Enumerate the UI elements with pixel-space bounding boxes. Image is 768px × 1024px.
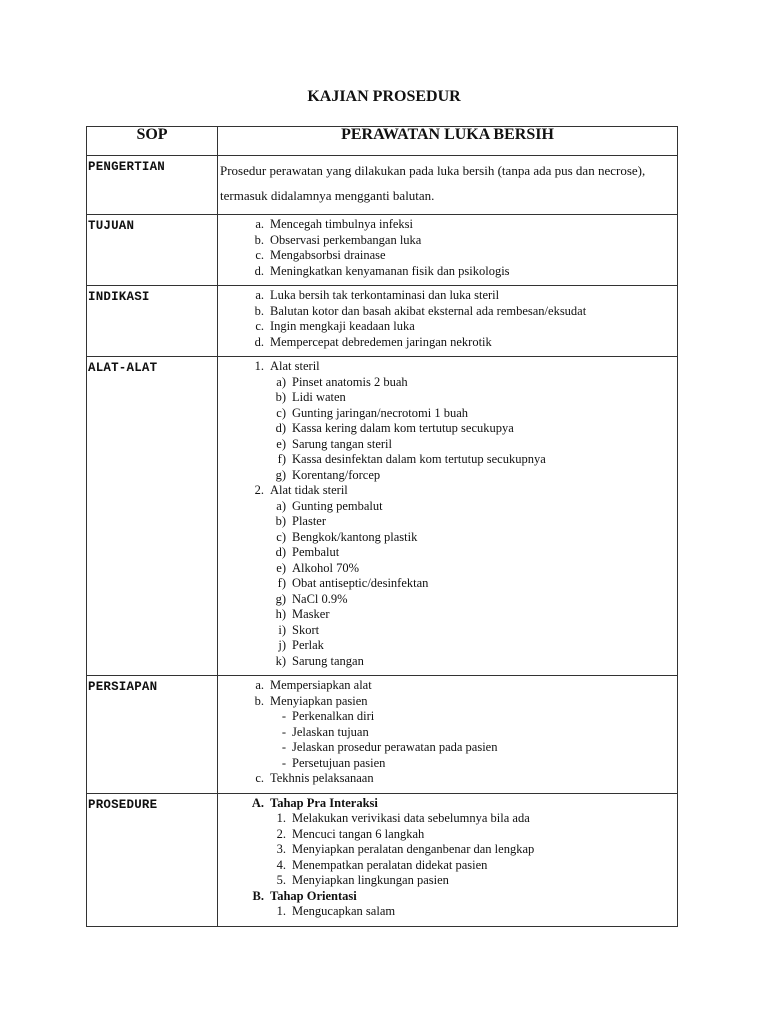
list-item: c) Bengkok/kantong plastik xyxy=(276,529,418,544)
pengertian-text: Prosedur perawatan yang dilakukan pada luka bersih (tanpa ada pus dan necrose), termasuk didalamnya mengganti balutan. xyxy=(218,156,678,215)
list-item: 1. Mengucapkan salam xyxy=(276,904,396,918)
list-item: b. Menyiapkan pasien xyxy=(254,693,368,708)
list-item: 3. Menyiapkan peralatan denganbenar dan lengkap xyxy=(276,842,535,856)
row-pengertian xyxy=(87,156,678,215)
list-item: 5. Menyiapkan lingkungan pasien xyxy=(276,873,449,887)
list-item: a) Gunting pembalut xyxy=(276,498,383,513)
row-prosedure xyxy=(87,793,678,926)
list-item: 4. Menempatkan peralatan didekat pasien xyxy=(276,857,488,872)
list-item: c. Tekhnis pelaksanaan xyxy=(255,771,374,785)
row-indikasi xyxy=(87,286,678,357)
label-tujuan: TUJUAN xyxy=(87,215,218,286)
list-item: b) Plaster xyxy=(275,514,327,528)
header-procedure-name: PERAWATAN LUKA BERSIH xyxy=(218,127,678,156)
list-item: - Persetujuan pasien xyxy=(281,755,386,770)
label-alat: ALAT-ALAT xyxy=(87,357,218,676)
list-item: g) NaCl 0.9% xyxy=(275,591,348,606)
list-item: d) Pembalut xyxy=(275,545,340,559)
list-item: a. Luka bersih tak terkontaminasi dan luka steril xyxy=(255,288,500,302)
table-header-row xyxy=(87,127,678,156)
list-item: f) Obat antiseptic/desinfektan xyxy=(277,576,429,590)
list-item: f) Kassa desinfektan dalam kom tertutup secukupnya xyxy=(277,452,546,466)
list-item: d. Meningkatkan kenyamanan fisik dan psikologis xyxy=(254,263,510,278)
list-item: b) Lidi waten xyxy=(275,390,346,404)
list-item: h) Masker xyxy=(275,607,330,621)
label-indikasi: INDIKASI xyxy=(87,286,218,357)
list-item: 1. Melakukan verivikasi data sebelumnya bila ada xyxy=(276,811,530,825)
list-item: c. Mengabsorbsi drainase xyxy=(255,248,386,262)
list-item: e) Sarung tangan steril xyxy=(276,436,392,451)
sop-table xyxy=(86,126,678,927)
list-item: j) Perlak xyxy=(278,638,324,652)
list-item: 2. Mencuci tangan 6 langkah xyxy=(276,826,425,841)
row-persiapan xyxy=(87,676,678,794)
list-item: a) Pinset anatomis 2 buah xyxy=(276,374,408,389)
list-item: i) Skort xyxy=(278,622,320,637)
list-item: k) Sarung tangan xyxy=(275,653,364,668)
label-persiapan: PERSIAPAN xyxy=(87,676,218,794)
list-item: c) Gunting jaringan/necrotomi 1 buah xyxy=(276,405,469,420)
tujuan-list xyxy=(218,215,678,286)
row-alat xyxy=(87,357,678,676)
list-item: - Perkenalkan diri xyxy=(281,709,375,723)
list-item: b. Observasi perkembangan luka xyxy=(254,232,422,247)
label-pengertian: PENGERTIAN xyxy=(87,156,218,215)
prosedure-list xyxy=(218,793,678,926)
page-title: KAJIAN PROSEDUR xyxy=(307,88,461,105)
list-item: b. Balutan kotor dan basah akibat eksternal ada rembesan/eksudat xyxy=(254,303,587,318)
list-item: g) Korentang/forcep xyxy=(275,467,381,482)
header-sop: SOP xyxy=(87,127,218,156)
list-item: 1. Alat steril xyxy=(254,359,320,373)
list-item: e) Alkohol 70% xyxy=(276,560,360,575)
list-item: c. Ingin mengkaji keadaan luka xyxy=(255,319,415,333)
persiapan-list xyxy=(218,676,678,794)
list-item: a. Mempersiapkan alat xyxy=(255,678,372,692)
row-tujuan xyxy=(87,215,678,286)
list-item: - Jelaskan prosedur perawatan pada pasien xyxy=(281,740,498,754)
list-item: 2. Alat tidak steril xyxy=(254,483,348,497)
label-prosedure: PROSEDURE xyxy=(87,793,218,926)
list-item: - Jelaskan tujuan xyxy=(281,724,369,739)
list-item: a. Mencegah timbulnya infeksi xyxy=(255,217,414,231)
section-heading: B. Tahap Orientasi xyxy=(252,888,357,903)
list-item: d) Kassa kering dalam kom tertutup secukupya xyxy=(275,421,514,435)
list-item: d. Mempercepat debredemen jaringan nekrotik xyxy=(254,334,492,349)
alat-list xyxy=(218,357,678,676)
section-heading: A. Tahap Pra Interaksi xyxy=(251,795,378,810)
indikasi-list xyxy=(218,286,678,357)
